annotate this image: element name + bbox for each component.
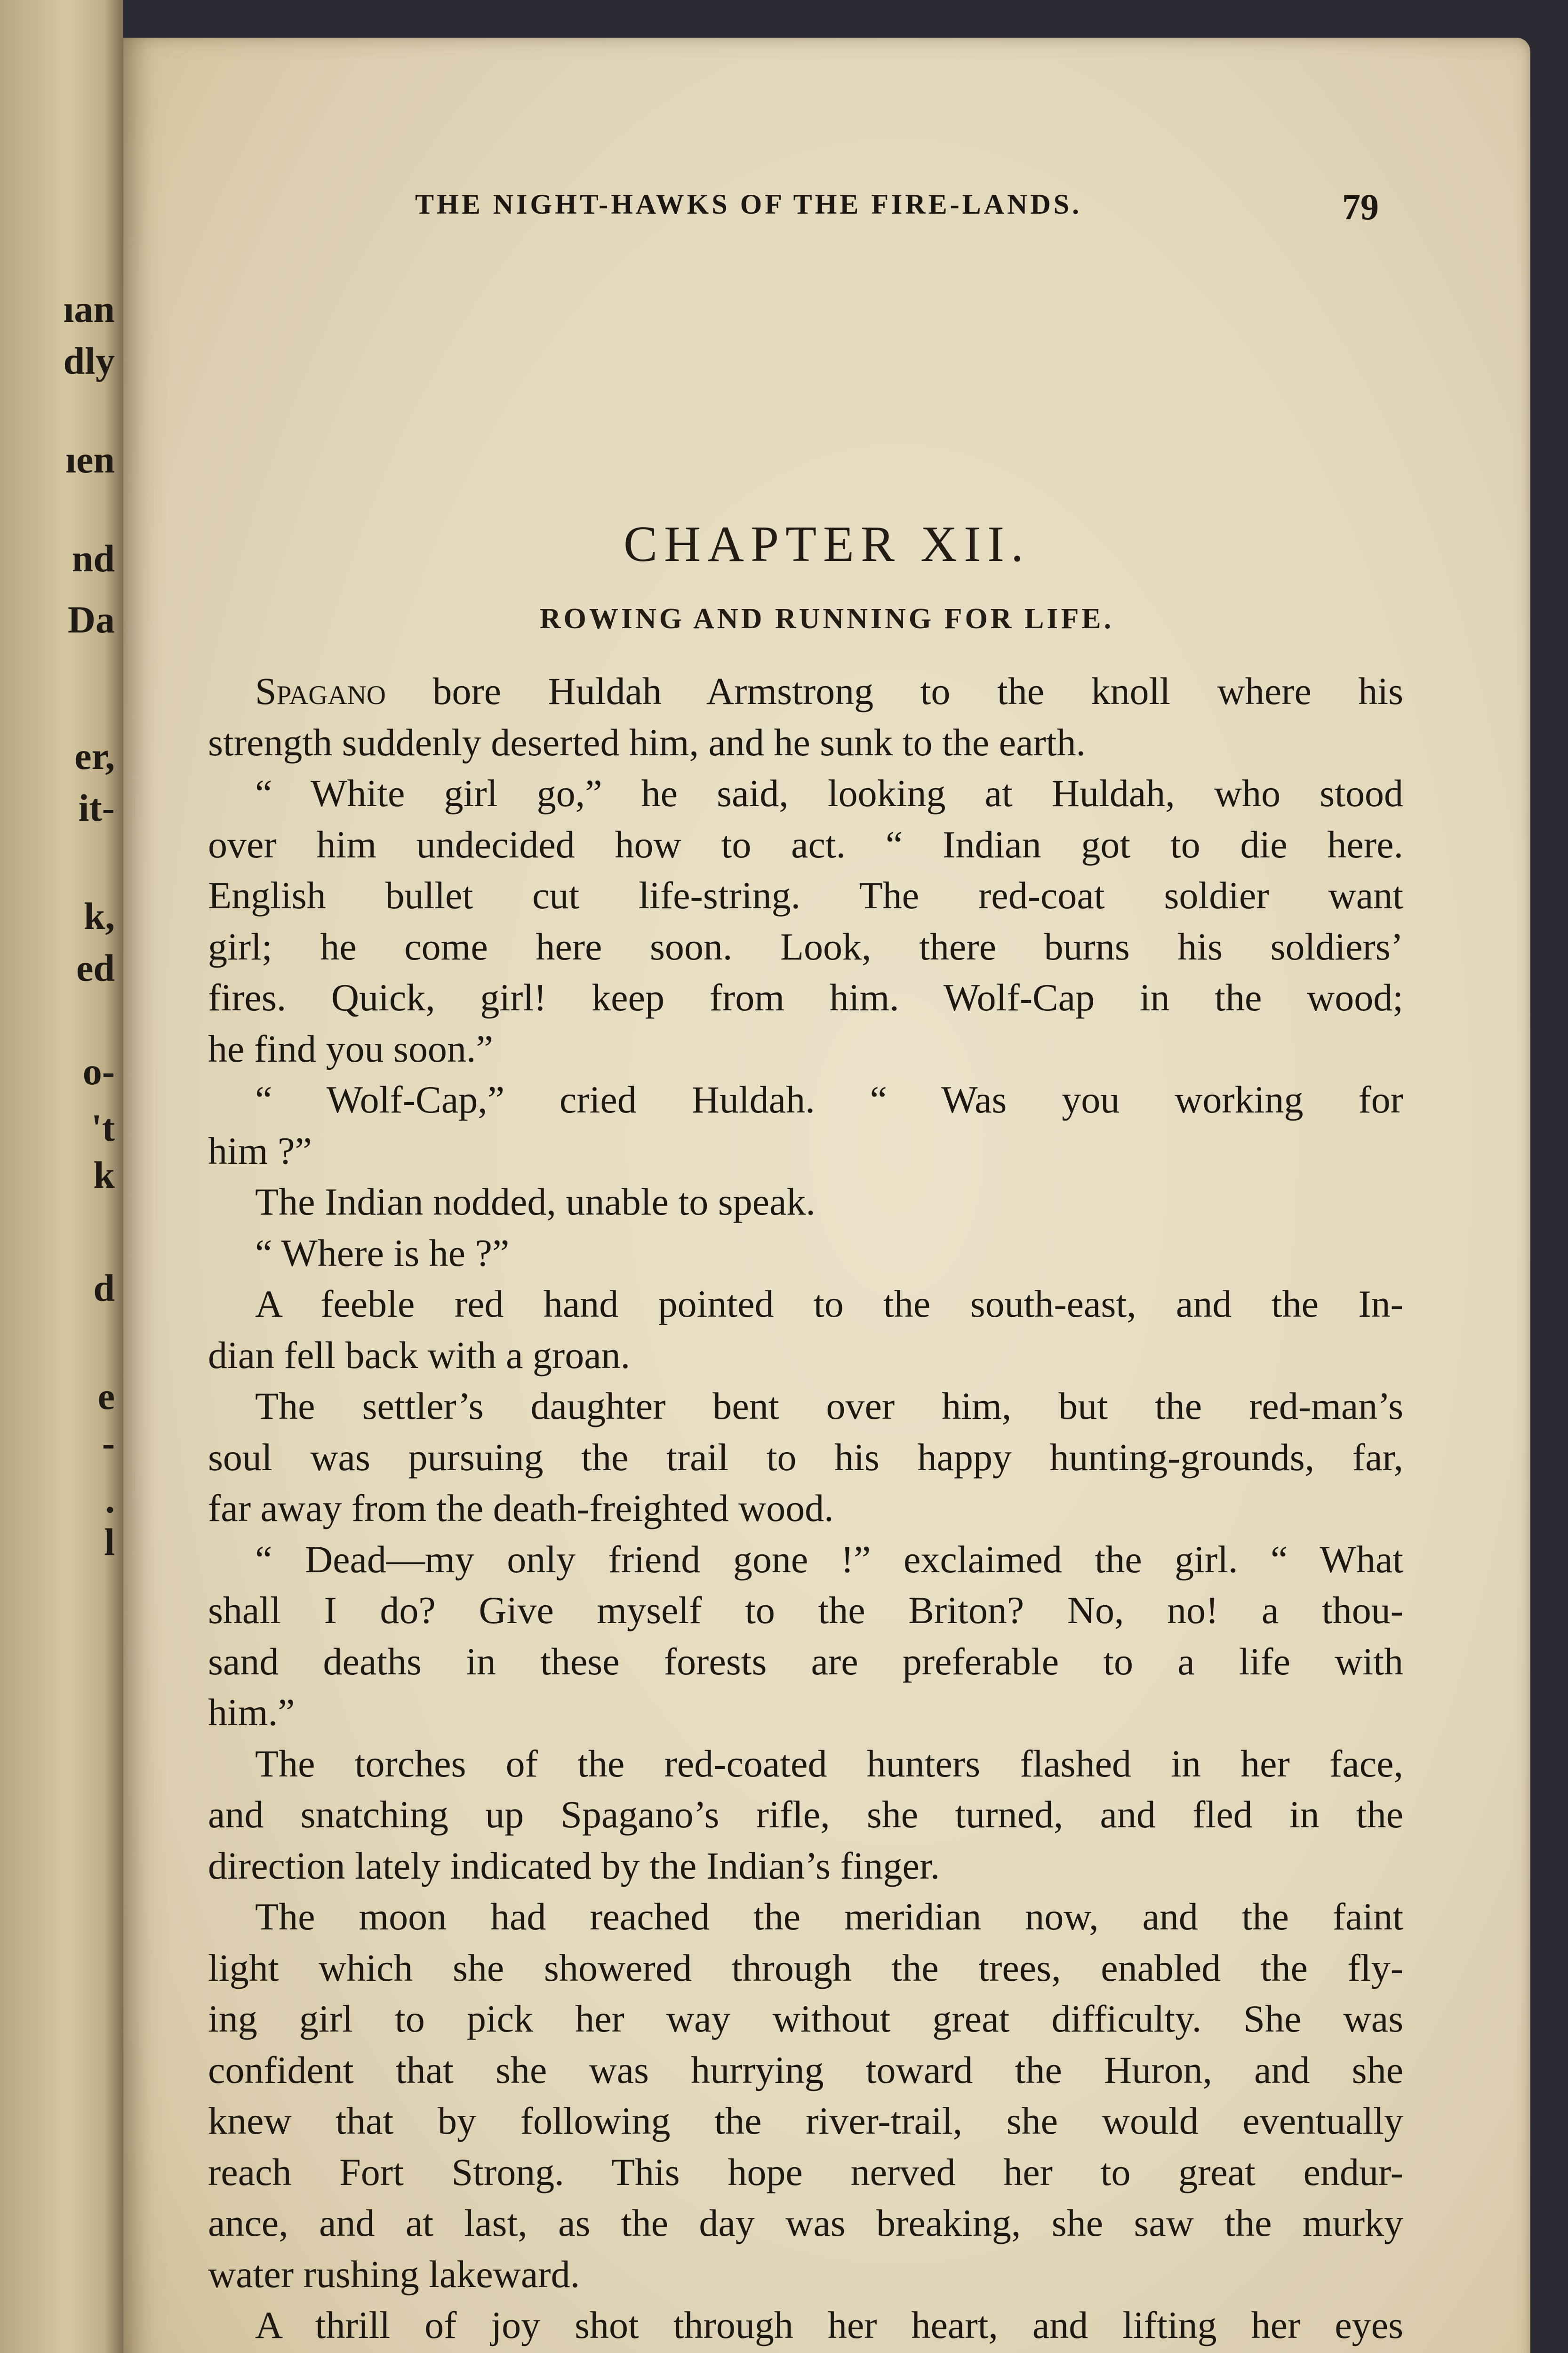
text-line: “ Dead—my only friend gone !” exclaimed the girl. “ What xyxy=(255,1537,1403,1581)
text-line: he find you soon.” xyxy=(208,1027,493,1070)
left-page-fragment: er, xyxy=(74,735,115,777)
left-page-fragment: ıan xyxy=(63,288,115,330)
left-page-fragment: e xyxy=(97,1375,115,1417)
left-page-fragment: dly xyxy=(63,339,115,382)
text-line: reach Fort Strong. This hope nerved her to great endur- xyxy=(208,2150,1403,2193)
left-page-fragment: . xyxy=(105,1478,115,1521)
text-line: water rushing lakeward. xyxy=(208,2252,580,2296)
text-line: “ Wolf-Cap,” cried Huldah. “ Was you working for xyxy=(255,1078,1403,1121)
text-line: dian fell back with a groan. xyxy=(208,1333,631,1377)
chapter-title: CHAPTER XII. xyxy=(624,516,1030,572)
left-page-fragment: d xyxy=(93,1266,115,1309)
running-head: THE NIGHT-HAWKS OF THE FIRE-LANDS. xyxy=(415,189,1082,220)
text-line: The moon had reached the meridian now, and the faint xyxy=(255,1895,1403,1938)
lead-word: Spagano xyxy=(255,670,386,712)
text-line: confident that she was hurrying toward the Huron, and she xyxy=(208,2048,1403,2091)
text-line: over him undecided how to act. “ Indian got to die here. xyxy=(208,823,1403,866)
left-page-fragment: - xyxy=(102,1422,115,1465)
left-page-fragment: k, xyxy=(83,895,115,937)
text-line: soul was pursuing the trail to his happy hunting-grounds, far, xyxy=(208,1435,1403,1479)
text-line: “ White girl go,” he said, looking at Huldah, who stood xyxy=(255,772,1403,815)
left-page-fragment: ıen xyxy=(65,438,115,481)
text-line: “ Where is he ?” xyxy=(255,1231,510,1274)
left-page-fragment: 't xyxy=(91,1106,115,1149)
left-page-fragment: it- xyxy=(78,786,115,829)
text-line xyxy=(208,666,1403,717)
text-line: girl; he come here soon. Look, there burns his soldiers’ xyxy=(208,925,1403,968)
text-line: far away from the death-freighted wood. xyxy=(208,1487,834,1529)
left-page-fragment: k xyxy=(93,1153,115,1196)
text-line: The torches of the red-coated hunters flashed in her face, xyxy=(255,1742,1403,1785)
left-page-fragment: Da xyxy=(67,598,115,641)
body-text xyxy=(208,666,1403,2351)
text-line: A thrill of joy shot through her heart, and lifting her eyes xyxy=(255,2304,1403,2346)
text-line: A feeble red hand pointed to the south-east, and the In- xyxy=(255,1282,1403,1325)
line-text: bore Huldah Armstrong to the knoll where his xyxy=(385,670,1403,712)
text-line: The settler’s daughter bent over him, but the red-man’s xyxy=(255,1385,1403,1427)
chapter-subtitle: ROWING AND RUNNING FOR LIFE. xyxy=(539,603,1114,635)
left-page-fragment: nd xyxy=(72,537,115,580)
text-line: direction lately indicated by the Indian’s finger. xyxy=(208,1844,940,1887)
text-line: fires. Quick, girl! keep from him. Wolf-Cap in the wood; xyxy=(208,976,1403,1019)
text-line: sand deaths in these forests are preferable to a life with xyxy=(208,1640,1403,1683)
text-line: English bullet cut life-string. The red-coat soldier want xyxy=(208,874,1403,917)
page-number: 79 xyxy=(1342,186,1379,227)
text-line: and snatching up Spagano’s rifle, she turned, and fled in the xyxy=(208,1793,1403,1836)
text-line: strength suddenly deserted him, and he sunk to the earth. xyxy=(208,720,1086,764)
left-page-fragment: o- xyxy=(82,1050,115,1093)
text-line: shall I do? Give myself to the Briton? No, no! a thou- xyxy=(208,1589,1403,1632)
text-line: him ?” xyxy=(208,1129,312,1172)
left-page-edge xyxy=(0,0,123,2353)
text-line: ance, and at last, as the day was breaking, she saw the murky xyxy=(208,2201,1403,2244)
text-line: him.” xyxy=(208,1691,295,1734)
left-page-fragment: l xyxy=(104,1521,115,1563)
text-line: knew that by following the river-trail, she would eventually xyxy=(208,2099,1403,2142)
book-page xyxy=(123,38,1530,2353)
text-line: light which she showered through the trees, enabled the fly- xyxy=(208,1946,1403,1989)
text-line: ing girl to pick her way without great difficulty. She was xyxy=(208,1997,1403,2040)
text-line: The Indian nodded, unable to speak. xyxy=(255,1180,816,1223)
left-page-fragment: ed xyxy=(76,946,115,989)
